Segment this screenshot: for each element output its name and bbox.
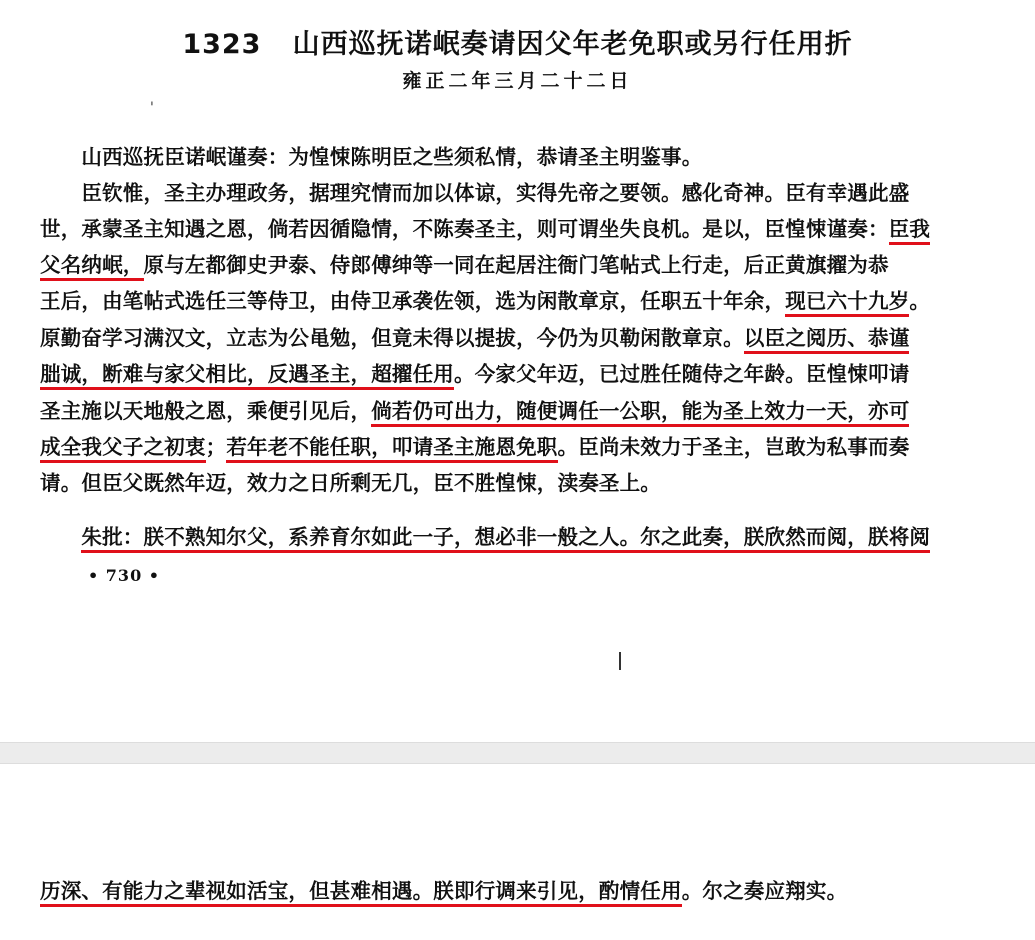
underlined-text: 朏诚，断难与家父相比，反遇圣主，超擢任用 <box>40 362 454 390</box>
text-line <box>40 357 909 391</box>
text-line <box>40 176 909 210</box>
text-line <box>40 394 909 428</box>
underlined-text: 历深、有能力之辈视如活宝，但甚难相遇。朕即行调来引见，酌情任用 <box>40 879 682 907</box>
underlined-text: 父名纳岷， <box>40 253 144 281</box>
text-segment: ； <box>205 435 227 459</box>
text-line <box>40 248 889 282</box>
underlined-text: 倘若仍可出力，随便调任一公职，能为圣上效力一天，亦可 <box>371 399 909 427</box>
underlined-text: 臣我 <box>889 217 930 245</box>
text-cursor-mark <box>619 652 621 670</box>
text-segment: 。尔之奏应翔实。 <box>681 879 848 903</box>
text-segment: 臣钦惟，圣主办理政务，据理究情而加以体谅，实得先帝之要领。感化奇神。臣有幸遇此盛 <box>40 181 910 205</box>
document-page-bottom <box>0 764 1035 940</box>
stray-mark: ' <box>150 100 154 116</box>
underlined-text: 成全我父子之初衷 <box>40 435 206 463</box>
underlined-text: 现已六十九岁 <box>785 289 909 317</box>
page-number: • 730 • <box>88 566 160 585</box>
text-line <box>40 212 930 246</box>
text-segment: 。今家父年迈，已过胜任随侍之年龄。臣惶悚叩请 <box>454 362 910 386</box>
document-title: 1323 山西巡抚诺岷奏请因父年老免职或另行任用折 <box>182 29 853 60</box>
text-segment: 原勤奋学习满汉文，立志为公黾勉，但竟未得以提拔，今仍为贝勒闲散章京。 <box>40 326 744 350</box>
text-segment: 。臣尚未效力于圣主，岂敢为私事而奏 <box>557 435 910 459</box>
text-segment: 。 <box>909 289 931 313</box>
text-line <box>40 430 909 464</box>
text-segment: 王后，由笔帖式选任三等侍卫，由侍卫承袭佐领，选为闲散章京，任职五十年余， <box>40 289 786 313</box>
text-line <box>40 284 930 318</box>
text-segment <box>40 525 81 549</box>
text-line <box>40 520 930 554</box>
continuation-line <box>40 874 847 908</box>
underlined-text: 以臣之阅历、恭谨 <box>744 326 910 354</box>
text-line <box>40 321 909 355</box>
text-segment: 原与左都御史尹泰、侍郎傅绅等一同在起居注衙门笔帖式上行走，后正黄旗擢为恭 <box>143 253 889 277</box>
underlined-text: 朱批：朕不熟知尔父，系养育尔如此一子，想必非一般之人。尔之此奏，朕欣然而阅，朕将阅 <box>81 525 930 553</box>
text-line <box>40 140 702 174</box>
text-segment: 山西巡抚臣诺岷谨奏：为惶悚陈明臣之些须私情，恭请圣主明鉴事。 <box>40 145 703 169</box>
page-gap-band <box>0 742 1035 764</box>
text-segment: 请。但臣父既然年迈，效力之日所剩无几，臣不胜惶悚，渎奏圣上。 <box>40 471 661 495</box>
document-date: 雍正二年三月二十二日 <box>402 70 633 92</box>
text-line <box>40 466 661 500</box>
underlined-text: 若年老不能任职，叩请圣主施恩免职 <box>226 435 557 463</box>
text-segment: 世，承蒙圣主知遇之恩，倘若因循隐情，不陈奏圣主，则可谓坐失良机。是以，臣惶悚谨奏： <box>40 217 889 241</box>
text-segment: 圣主施以天地般之恩，乘便引见后， <box>40 399 372 423</box>
